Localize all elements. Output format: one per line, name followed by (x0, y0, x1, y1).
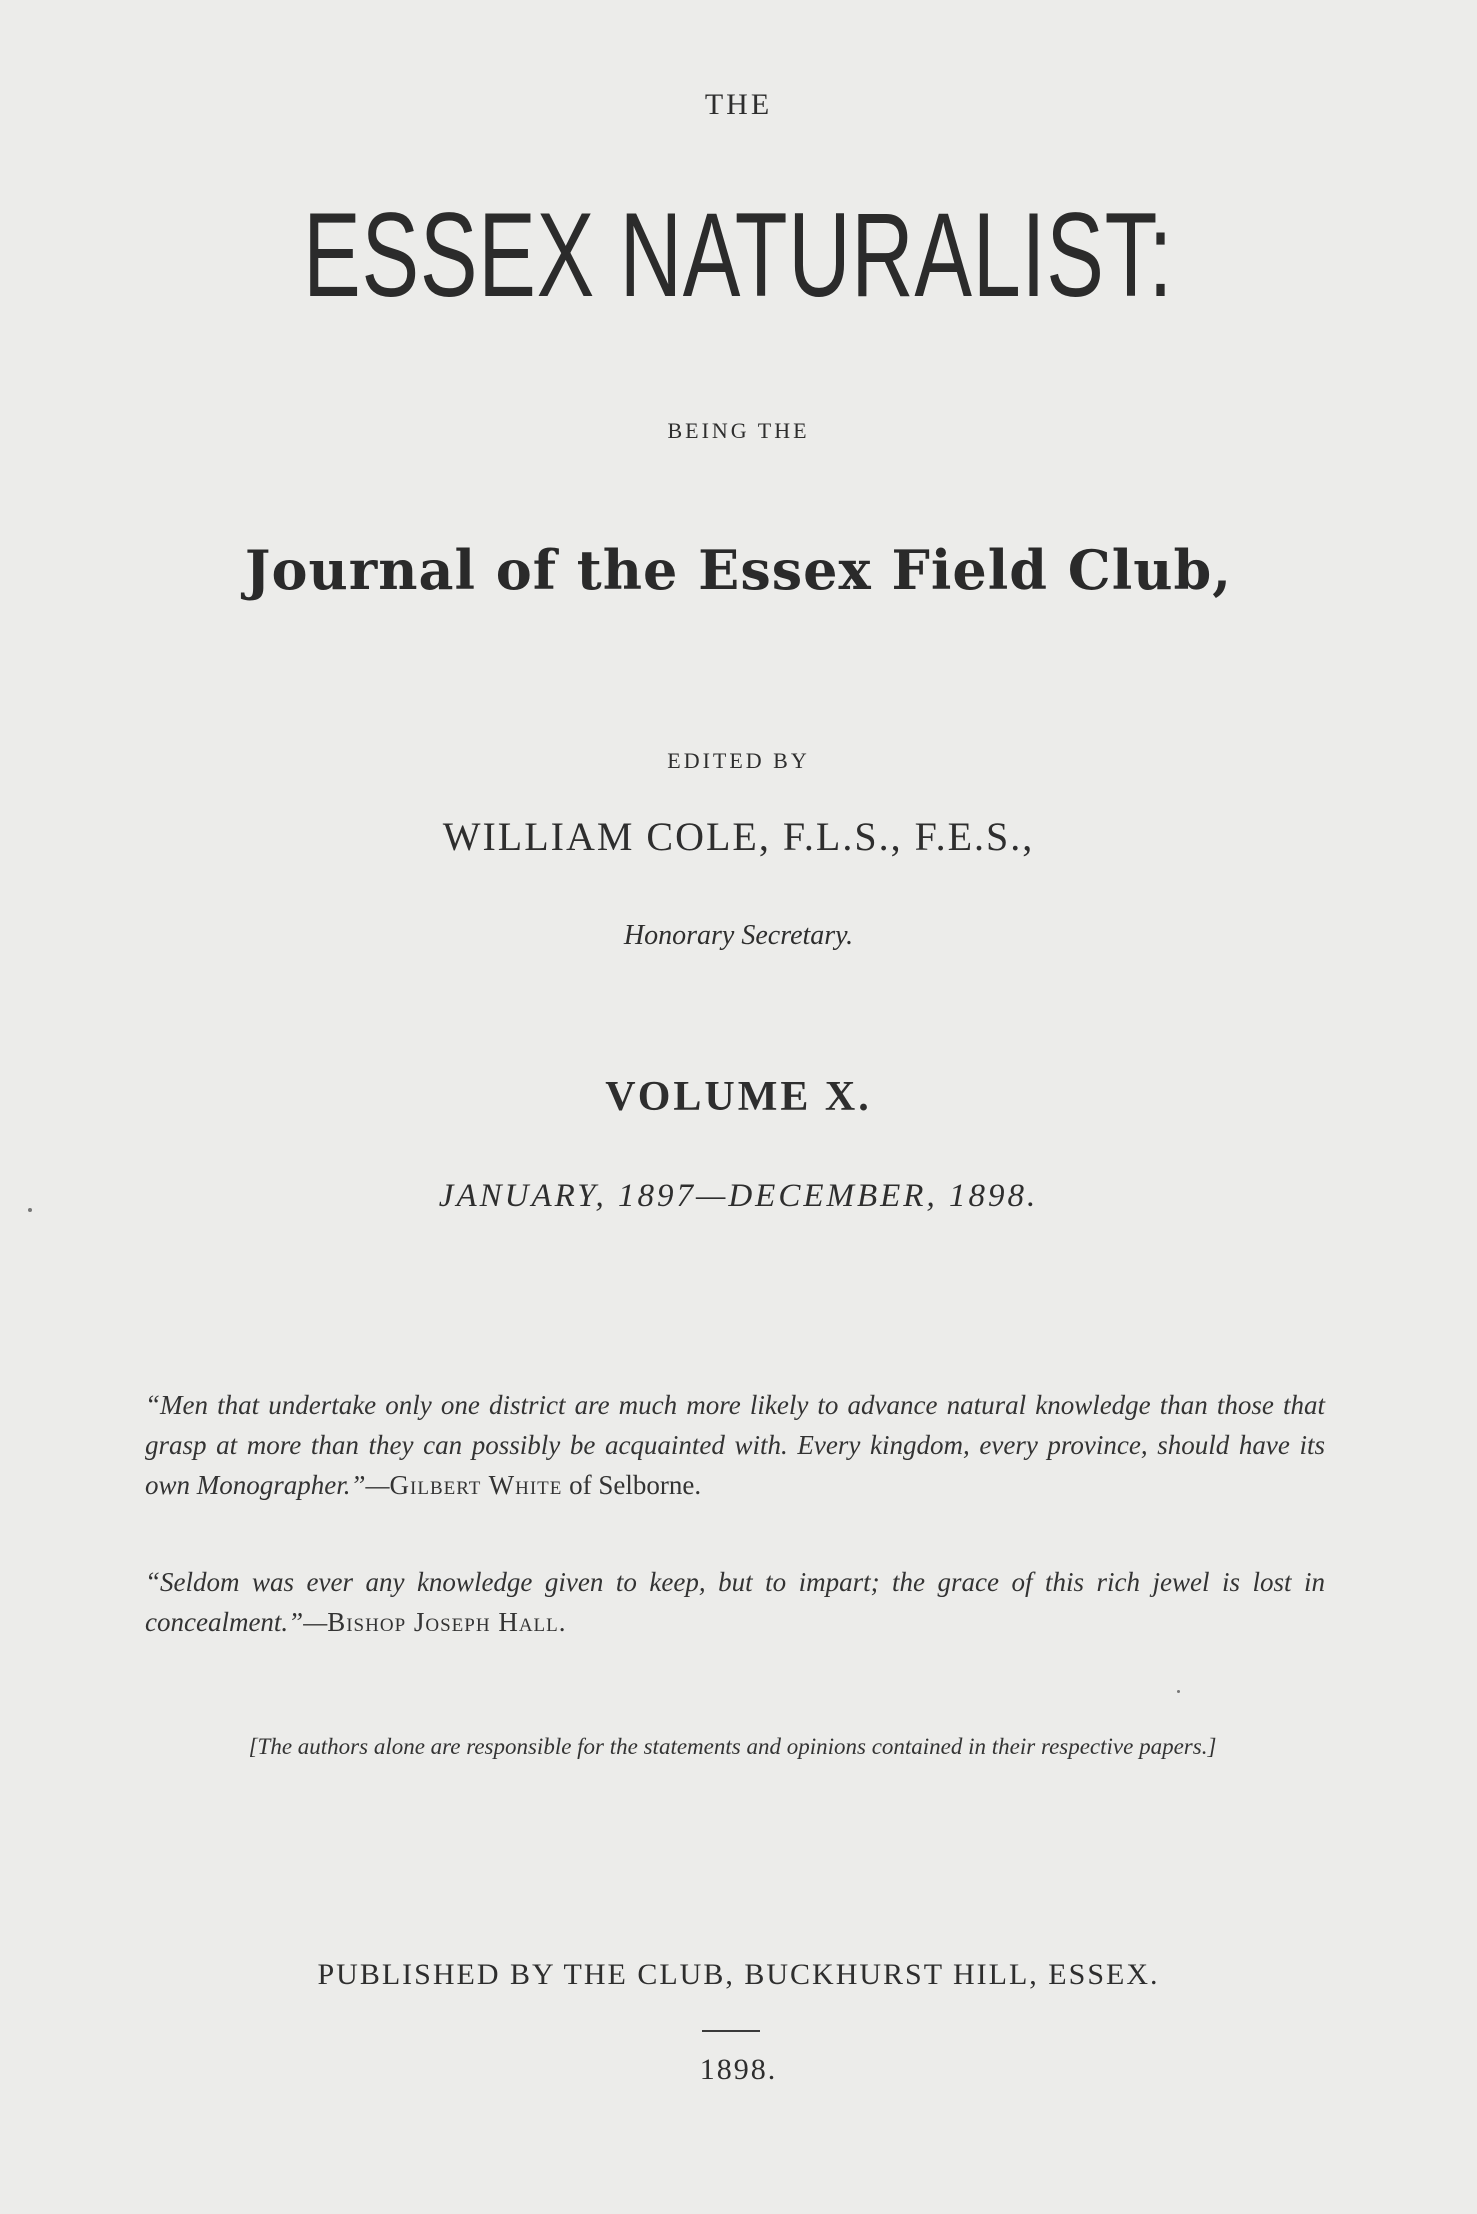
paper-speck (1177, 1690, 1180, 1693)
quote-author-place: of Selborne. (562, 1470, 702, 1500)
publication-year: 1898. (699, 2053, 778, 2086)
volume-dates: JANUARY, 1897—DECEMBER, 1898. (438, 1178, 1039, 1214)
disclaimer-note: [The authors alone are responsible for the statements and opinions contained in their respective papers.] (248, 1734, 1217, 1759)
imprint-divider (702, 2030, 760, 2032)
journal-subtitle: Journal of the Essex Field Club, (244, 538, 1233, 602)
epigraph-quote-white (145, 1385, 1325, 1505)
article-the: THE (704, 88, 773, 121)
publisher-line: PUBLISHED BY THE CLUB, BUCKHURST HILL, ESSEX. (317, 1958, 1160, 1991)
quote-author-place: . (558, 1607, 566, 1637)
quote-text: “Seldom was ever any knowledge given to keep, but to impart; the grace of this rich jewel is lost in concealment.”— (145, 1567, 1325, 1637)
epigraph-quote-hall (145, 1562, 1325, 1642)
quote-text: “Men that undertake only one district are much more likely to advance natural knowledge than those that grasp at more than they can possibly be acquainted with. Every kingdom, every province, should have its own Monographer.”— (145, 1390, 1325, 1500)
paper-speck (28, 1208, 32, 1212)
being-the-label: BEING THE (667, 418, 810, 443)
quote-author: Bishop Joseph Hall (327, 1607, 559, 1637)
editor-role: Honorary Secretary. (623, 920, 854, 951)
editor-name: WILLIAM COLE, F.L.S., F.E.S., (442, 814, 1035, 859)
journal-title (0, 188, 1477, 322)
edited-by-label: EDITED BY (667, 748, 810, 773)
journal-title-text: ESSEX NATURALIST: (303, 188, 1174, 322)
volume-number: VOLUME X. (605, 1074, 872, 1120)
quote-author: Gilbert White (389, 1470, 563, 1500)
